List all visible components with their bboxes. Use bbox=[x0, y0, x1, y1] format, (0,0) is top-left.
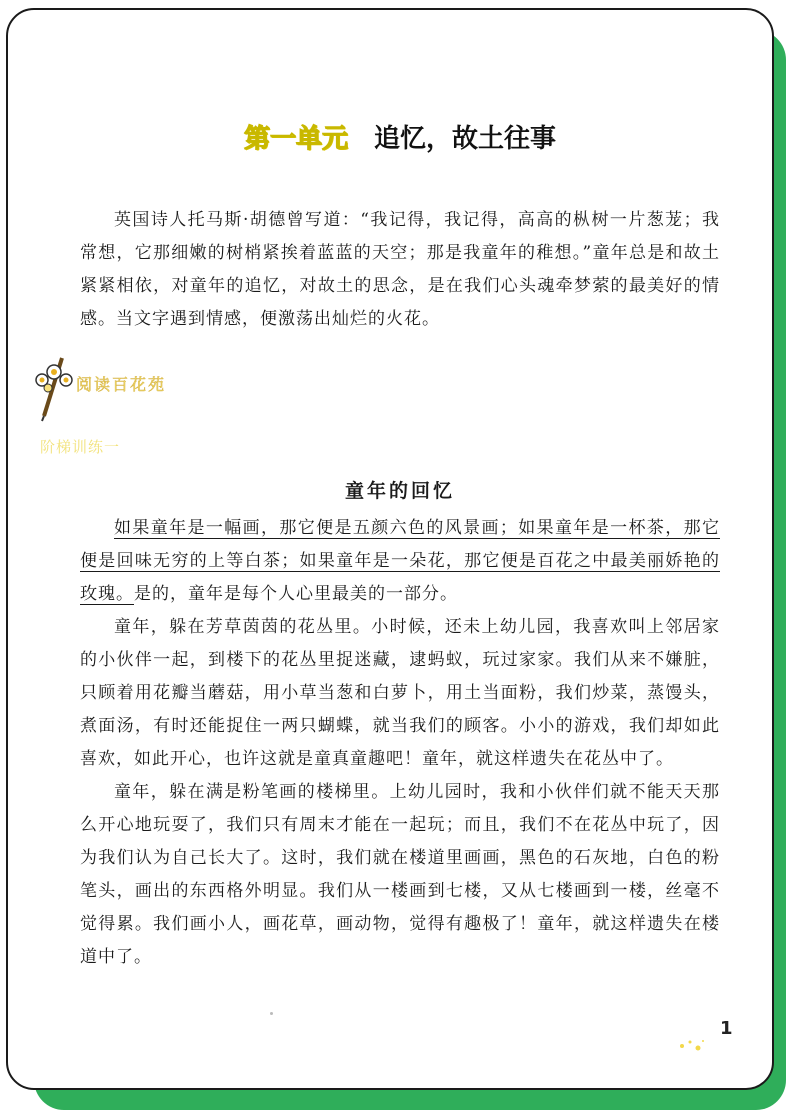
unit-intro-paragraph: 英国诗人托马斯·胡德曾写道：“我记得，我记得，高高的枞树一片葱茏；我常想，它那细嫩的树梢紧挨着蓝蓝的天空；那是我童年的稚想。”童年总是和故土紧紧相依，对童年的追忆，对故土的思念，是在我们心头魂牵梦萦的最美好的情感。当文字遇到情感，便激荡出灿烂的火花。 bbox=[80, 210, 720, 329]
page-dot bbox=[270, 1012, 273, 1015]
article-paragraph-3: 童年，躲在满是粉笔画的楼梯里。上幼儿园时，我和小伙伴们就不能天天那么开心地玩耍了，我们只有周末才能在一起玩；而且，我们不在花丛中玩了，因为我们认为自己长大了。这时，我们就在楼道里画画，黑色的石灰地，白色的粉笔头，画出的东西格外明显。我们从一楼画到七楼，又从七楼画到一楼，丝毫不觉得累。我们画小人，画花草，画动物，觉得有趣极了！童年，就这样遗失在楼道中了。 bbox=[80, 782, 720, 967]
article-title: 童年的回忆 bbox=[344, 480, 455, 502]
sparkle-icon bbox=[676, 1036, 706, 1056]
underlined-sentence: 如果童年是一幅画，那它便是五颜六色的风景画；如果童年是一杯茶，那它便是回味无穷的上等白茶；如果童年是一朵花，那它便是百花之中最美丽娇艳的玫瑰。 bbox=[80, 518, 720, 604]
unit-heading bbox=[0, 118, 800, 155]
article-paragraph-1 bbox=[80, 512, 720, 611]
unit-label: 第一单元 bbox=[243, 124, 348, 154]
article-body bbox=[80, 512, 720, 974]
article-paragraph-2: 童年，躲在芳草茵茵的花丛里。小时候，还未上幼儿园，我喜欢叫上邻居家的小伙伴一起，到楼下的花丛里捉迷藏，逮蚂蚁，玩过家家。我们从来不嫌脏，只顾着用花瓣当蘑菇，用小草当葱和白萝卜，用土当面粉，我们炒菜，蒸馒头，煮面汤，有时还能捉住一两只蝴蝶，就当我们的顾客。小小的游戏，我们却如此喜欢，如此开心，也许这就是童真童趣吧！童年，就这样遗失在花丛中了。 bbox=[80, 617, 720, 769]
unit-name: 追忆，故土往事 bbox=[374, 124, 557, 154]
paragraph-1-rest: 是的，童年是每个人心里最美的一部分。 bbox=[134, 584, 458, 604]
training-label: 阶梯训练一 bbox=[40, 438, 121, 456]
page-number: 1 bbox=[720, 1018, 733, 1039]
flower-pen-icon bbox=[32, 350, 78, 422]
section-label: 阅读百花苑 bbox=[76, 375, 167, 394]
